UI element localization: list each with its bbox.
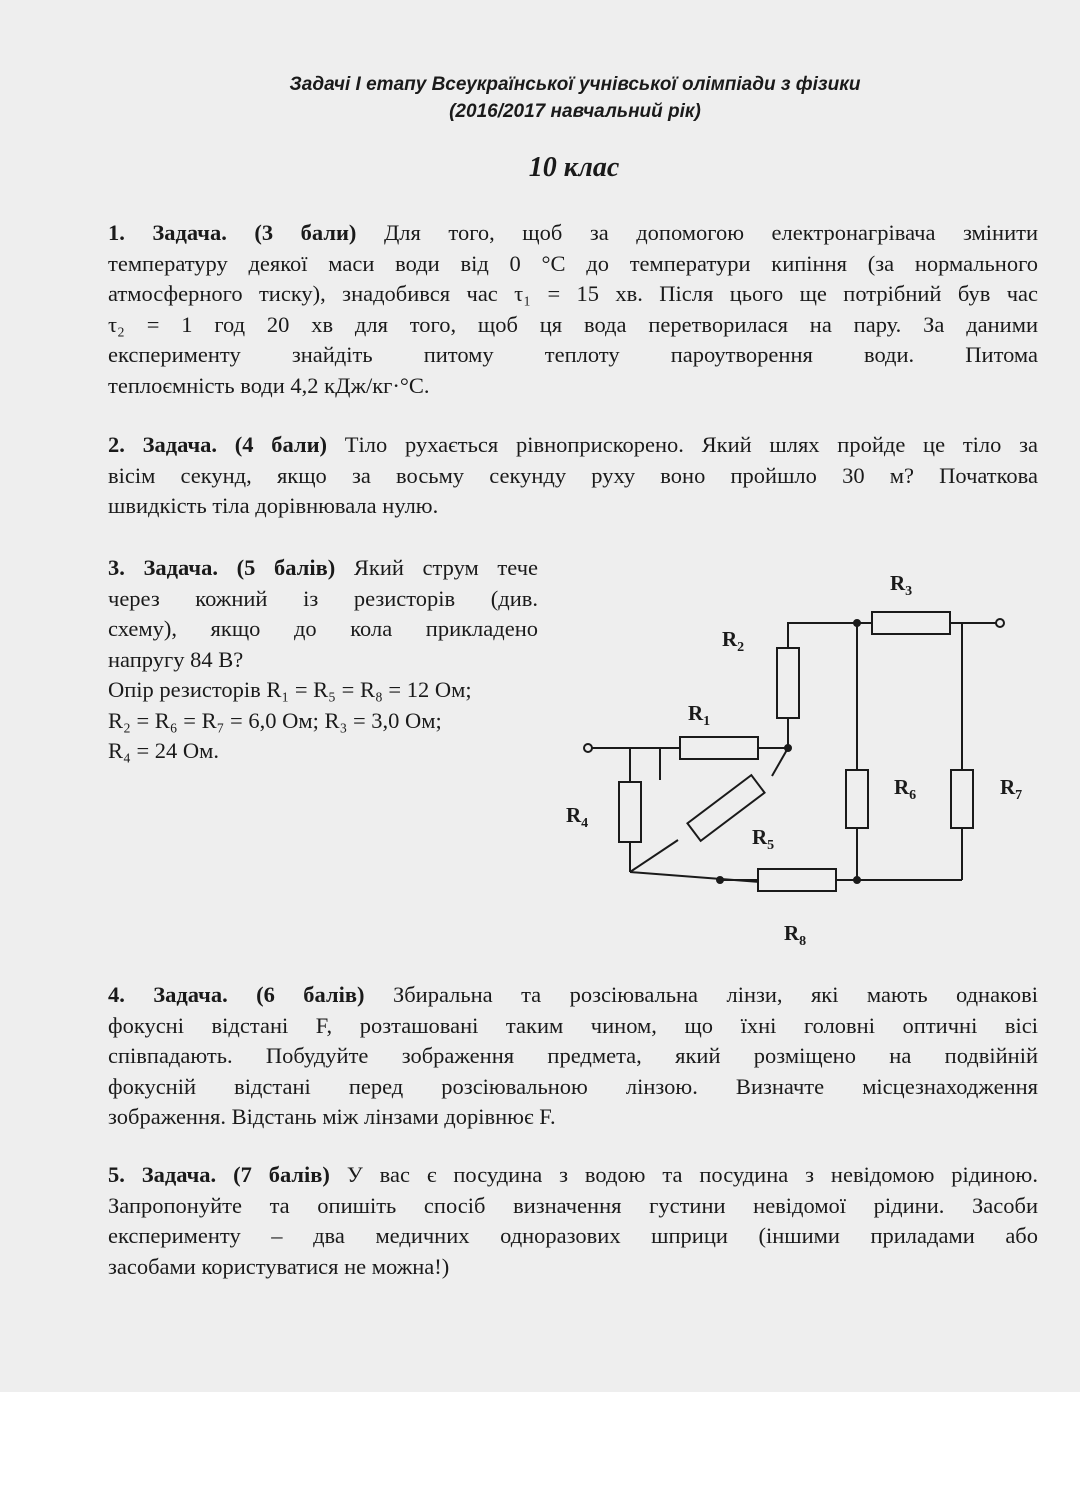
wire-r5-high xyxy=(772,748,788,776)
task-5-line: У вас є посудина з водою та посудина з невідомою рідиною. xyxy=(346,1162,1038,1187)
task-5-heading: 5. Задача. (7 балів) xyxy=(108,1162,330,1187)
label-r1: $R_1$ xyxy=(688,701,711,729)
task-3-line: Опір резисторів R₁ = R₅ = R₈ = 12 Ом; xyxy=(108,677,472,702)
node-dot xyxy=(717,877,723,883)
task-1-line: атмосферного тиску), знадобився час τ₁ = 15 хв. Після цього ще потрібний був час xyxy=(108,281,1038,306)
task-1 xyxy=(108,218,1038,401)
wire-top-left xyxy=(788,623,872,748)
grade-title: 10 клас xyxy=(528,152,620,183)
task-4 xyxy=(108,980,1038,1133)
task-4-line: Збиральна та розсіювальна лінзи, які мають однакові xyxy=(392,982,1038,1007)
task-1-line: теплоємність води 4,2 кДж/кг·°С. xyxy=(108,372,430,398)
node-dot xyxy=(785,745,791,751)
task-3-heading: 3. Задача. (5 балів) xyxy=(108,555,336,580)
task-4-line: фокусні відстані F, розташовані таким чином, що їхні головні оптичні вісі xyxy=(108,1012,1038,1038)
task-4-line: зображення. Відстань між лінзами дорівнює F. xyxy=(108,1104,556,1129)
task-1-line: температуру деякої маси води від 0 °С до температури кипіння (за нормального xyxy=(108,250,1038,276)
label-r4: $R_4$ xyxy=(566,803,589,831)
task-5-line: Запропонуйте та опишіть спосіб визначення густини невідомої рідини. Засоби xyxy=(108,1192,1038,1218)
header-line-2: (2016/2017 навчальний рік) xyxy=(449,101,701,122)
wire-r5-low xyxy=(630,840,678,872)
label-r5: $R_5$ xyxy=(752,825,775,853)
task-1-line: Для того, щоб за допомогою електронагрівача змінити xyxy=(383,220,1038,245)
task-5-line: засобами користуватися не можна!) xyxy=(108,1253,450,1279)
label-r7: $R_7$ xyxy=(1000,775,1023,803)
node-dot xyxy=(854,877,860,883)
resistor-r6 xyxy=(846,770,868,828)
task-3-line: через кожний із резисторів (див. xyxy=(108,585,538,611)
task-3-line: напругу 84 В? xyxy=(108,646,244,672)
wire-r4-feed xyxy=(630,748,660,782)
resistor-r7 xyxy=(951,770,973,828)
resistor-r1 xyxy=(680,737,758,759)
task-2 xyxy=(108,430,1038,522)
task-3-line: схему), якщо до кола прикладено xyxy=(108,616,538,641)
terminal-left xyxy=(584,744,592,752)
task-4-heading: 4. Задача. (6 балів) xyxy=(108,982,365,1007)
task-2-line: швидкість тіла дорівнювала нулю. xyxy=(108,493,439,518)
label-r3: $R_3$ xyxy=(890,571,913,599)
task-4-line: фокусній відстані перед розсіювальною лінзою. Визначте місцезнаходження xyxy=(108,1073,1038,1099)
task-3 xyxy=(108,553,538,767)
task-3-line: Який струм тече xyxy=(353,555,538,580)
resistor-r2 xyxy=(777,648,799,718)
resistor-r4 xyxy=(619,782,641,842)
task-4-line: співпадають. Побудуйте зображення предмета, який розміщено на подвійній xyxy=(108,1043,1038,1068)
task-5 xyxy=(108,1160,1038,1282)
label-r2: $R_2$ xyxy=(722,627,745,655)
task-3-line: R₄ = 24 Ом. xyxy=(108,738,220,763)
label-r8: $R_8$ xyxy=(784,921,807,949)
task-2-line: Тіло рухається рівноприскорено. Який шлях пройде це тіло за xyxy=(344,432,1038,457)
resistor-r8 xyxy=(758,869,836,891)
resistor-r3 xyxy=(872,612,950,634)
circuit-diagram xyxy=(560,560,1040,960)
task-1-line: τ₂ = 1 год 20 хв для того, щоб ця вода перетворилася на пару. За даними xyxy=(108,311,1038,337)
node-dot xyxy=(854,620,860,626)
task-2-heading: 2. Задача. (4 бали) xyxy=(108,432,328,457)
task-1-heading: 1. Задача. (3 бали) xyxy=(108,220,357,245)
task-5-line: експерименту – два медичних одноразових шприци (іншими приладами або xyxy=(108,1223,1038,1248)
terminal-right xyxy=(996,619,1004,627)
task-2-line: вісім секунд, якщо за восьму секунду руху воно пройшло 30 м? Початкова xyxy=(108,462,1038,488)
label-r6: $R_6$ xyxy=(894,775,917,803)
header-line-1: Задачі І етапу Всеукраїнської учнівської олімпіади з фізики xyxy=(289,74,861,95)
task-3-line: R₂ = R₆ = R₇ = 6,0 Ом; R₃ = 3,0 Ом; xyxy=(108,707,442,733)
task-1-line: експерименту знайдіть питому теплоту пароутворення води. Питома xyxy=(108,342,1038,367)
